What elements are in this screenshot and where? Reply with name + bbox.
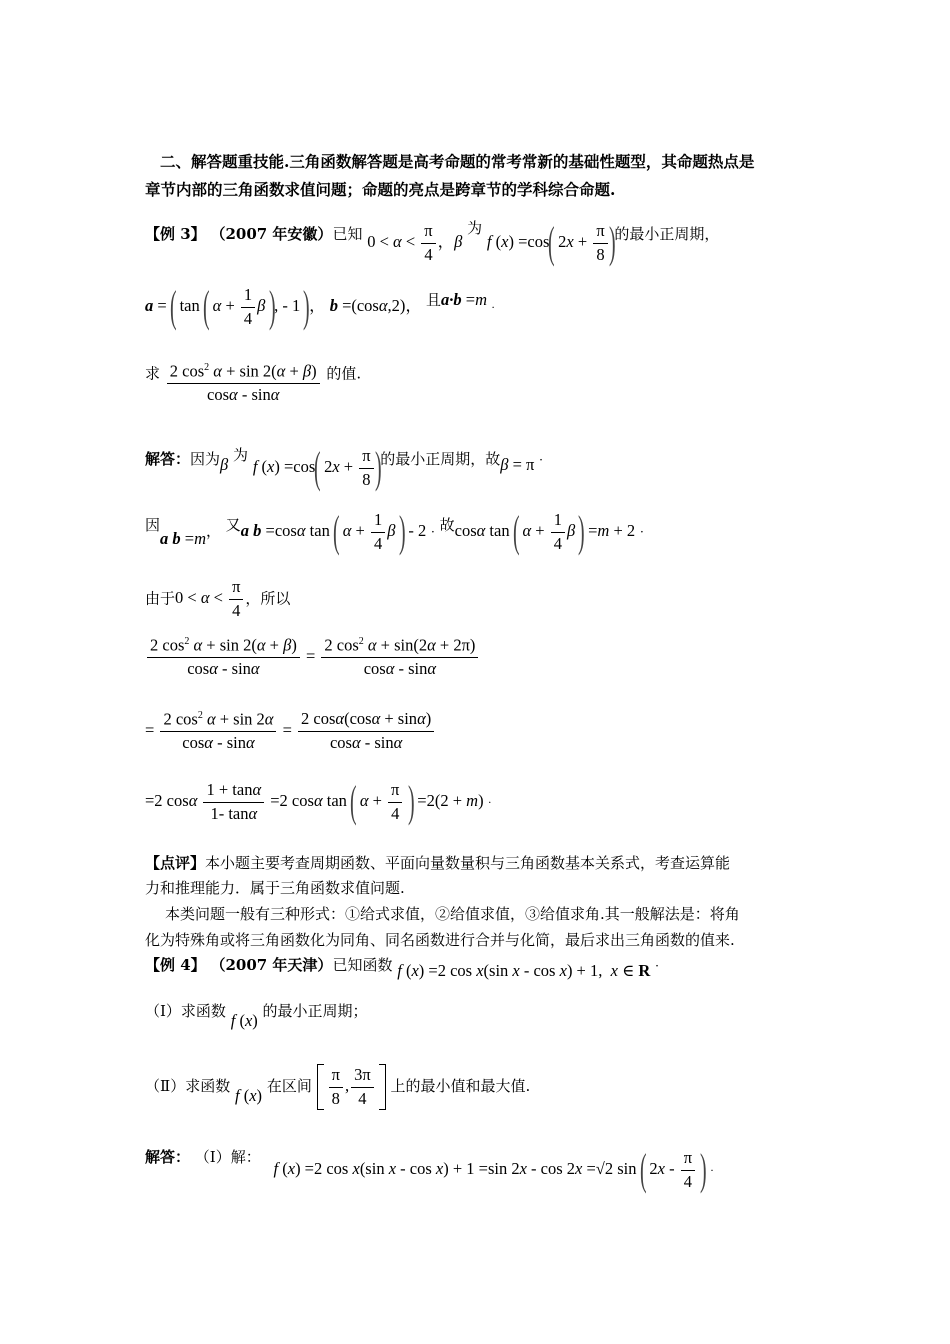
section-heading-line-1: 二、解答题重技能.三角函数解答题是高考命题的常考常新的基础性题型，其命题热点是 — [160, 152, 755, 171]
example4-part1-text: 的最小正周期； — [262, 1002, 368, 1020]
example3-source: （2007 年安徽） — [210, 224, 333, 243]
example4-part2-text: 上的最小值和最大值. — [390, 1076, 531, 1095]
solution4-label: 解答： — [145, 1147, 191, 1166]
solution3-you: 又 — [225, 515, 241, 534]
solution3-eq-3: =2 cosα $\frac{1 + \tan\alpha}{1- \tan\alpha}$ =2 cosα tan ( α + $\frac{\pi}{4}$ ) =2(2 + m) · — [145, 777, 492, 826]
example4-part1: （Ⅰ）求函数 f (x) 的最小正周期； — [145, 1002, 368, 1030]
solution3-wei: 为 — [233, 445, 249, 464]
review-text-1: 本小题主要考查周期函数、平面向量数量积与三角函数基本关系式，考查运算能 — [205, 854, 731, 872]
example3-min-period: 的最小正周期， — [614, 224, 720, 243]
example3-qiu: 求 — [145, 364, 161, 383]
review-line-2: 力和推理能力．属于三角函数求值问题. — [145, 879, 405, 897]
example3-alpha-range: 0 < α < $\frac{\pi}{4}$ ，β — [367, 220, 463, 264]
example3-function: f (x) =cos( 2x + $\frac{\pi}{8}$ ) — [486, 218, 616, 267]
example3-statement-line-1 — [145, 213, 720, 267]
example3-qie: 且 — [426, 290, 442, 309]
solution3-line-1: 解答：因为β 为 f (x) =cos( 2x + $\frac{\pi}{8}$ )的最小正周期，故β = π · — [145, 443, 543, 492]
review-line-4: 化为特殊角或将三角函数化为同角、同名函数进行合并与化简，最后求出三角函数的值来. — [145, 931, 735, 949]
solution3-because: 因为 — [190, 449, 221, 468]
solution3-eq-1: $\frac{2 \cos^2 \alpha + \sin 2(\alpha + \beta)}{\cos\alpha - \sin\alpha}$ = $\frac{2 \cos^2 \alpha + \sin(2\alpha + 2\pi)}{\cos\alpha - \sin\alpha}$ — [145, 636, 480, 679]
section-heading-line-2: 章节内部的三角函数求值问题；命题的亮点是跨章节的学科综合命题. — [145, 180, 616, 199]
solution3-gu: 故 — [439, 515, 455, 534]
solution3-eq-2: = $\frac{2 \cos^2 \alpha + \sin 2\alpha}{\cos\alpha - \sin\alpha}$ = $\frac{2 \cos\alpha(\cos\alpha + \sin\alpha)}{\cos\alpha - \sin\alpha}$ — [145, 710, 436, 753]
solution4-line: 解答： （Ⅰ）解： f (x) =2 cos x(sin x - cos x) + 1 =sin 2x - cos 2x =√2 sin ( 2x - $\frac{\pi}{4}$ ) · — [145, 1145, 714, 1194]
review-line-3: 本类问题一般有三种形式：①给式求值，②给值求值，③给值求角.其一般解法是：将角 — [165, 905, 740, 923]
example3-question: 求 $\frac{2 \cos^2 \alpha + \sin 2(\alpha + \beta)}{\cos\alpha - \sin\alpha}$ 的值. — [145, 361, 362, 405]
example4-part1-label: （Ⅰ）求函数 — [145, 1002, 226, 1020]
example3-zhi: 的值. — [326, 364, 362, 383]
example4-part2-label: （Ⅱ）求函数 — [145, 1076, 231, 1095]
example3-vectors: a = ( tan ( α + $\frac{1}{4}$ β ), - 1 )， b =(cosα,2)， 且a·b =m · — [145, 282, 496, 331]
example4-part2: （Ⅱ）求函数 f (x) 在区间 $\frac{\pi}{8}$ , $\frac{3\pi}{4}$ 上的最小值和最大值. — [145, 1064, 530, 1110]
solution3-min-period: 的最小正周期，故 — [380, 449, 501, 468]
solution3-label: 解答： — [145, 449, 191, 468]
example3-known: 已知 — [332, 224, 363, 243]
review-line-1 — [145, 852, 730, 873]
example3-wei: 为 — [467, 218, 483, 237]
example4-source: （2007 年天津） — [210, 956, 333, 974]
solution3-line-3: 由于0 < α < $\frac{\pi}{4}$ ，所以 — [145, 577, 291, 620]
example4-part2-mid: 在区间 — [266, 1076, 312, 1095]
solution4-part1: （Ⅰ）解： — [194, 1147, 261, 1166]
solution3-youyu: 由于 — [145, 589, 176, 608]
solution3-suoyi: ，所以 — [245, 589, 291, 608]
solution3-line-2: 因a b =m， 又a b =cosα tan ( α + $\frac{1}{4}$ β ) - 2 · 故cosα tan ( α + $\frac{1}{4}$ β ) =m + 2 · — [145, 507, 644, 556]
solution3-yin: 因 — [145, 515, 161, 534]
review-tag: 【点评】 — [145, 854, 206, 872]
example4-tag: 【例 4】 — [145, 956, 206, 974]
example4-statement: 【例 4】 （2007 年天津）已知函数 f (x) =2 cos x(sin x - cos x) + 1, x ∈ R · — [145, 956, 659, 980]
example3-tag: 【例 3】 — [145, 224, 206, 243]
example4-known: 已知函数 — [332, 956, 393, 974]
